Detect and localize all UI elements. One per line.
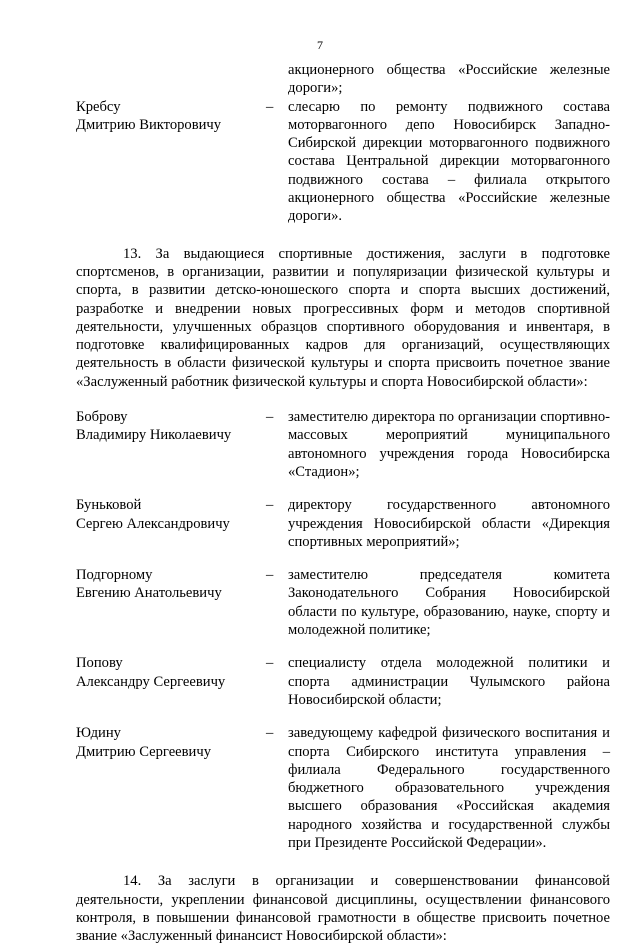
given-names: Евгению Анатольевичу	[76, 585, 222, 602]
recipient-name	[76, 98, 266, 226]
recipient-name	[76, 724, 266, 852]
surname: Юдину	[76, 725, 121, 742]
award-entry	[76, 724, 610, 852]
recipient-name	[76, 654, 266, 709]
dash: –	[266, 655, 274, 672]
document-body	[76, 61, 610, 945]
given-names: Дмитрию Викторовичу	[76, 116, 222, 133]
dash: –	[266, 567, 274, 584]
award-entry	[76, 566, 610, 639]
recipient-name	[76, 496, 266, 551]
award-entry	[76, 496, 610, 551]
recipient-list-13	[76, 408, 610, 852]
dash: –	[266, 497, 274, 514]
dash: –	[266, 725, 274, 742]
continuation-text: акционерного общества «Российские железные дороги»;	[288, 62, 610, 97]
dash: –	[266, 409, 274, 426]
surname: Кребсу	[76, 98, 121, 115]
recipient-position: специалисту отдела молодежной политики и спорта администрации Чулымского района Новосибирской области;	[288, 655, 610, 708]
recipient-position: слесарю по ремонту подвижного состава моторвагонного депо Новосибирск Западно-Сибирской дирекции моторвагонного подвижного состава Центральной дирекции моторвагонного подвижного состава – филиала открытого акционерного общества «Российские железные дороги».	[288, 98, 610, 225]
surname: Подгорному	[76, 567, 153, 584]
page-number: 7	[317, 38, 323, 52]
recipient-position: директору государственного автономного учреждения Новосибирской области «Дирекция спортивных мероприятий»;	[288, 497, 610, 550]
paragraph-14: 14. За заслуги в организации и совершенствовании финансовой деятельности, укреплении финансовой дисциплины, осуществлении финансового контроля, в повышении финансовой грамотности в обществе присвоить почетное звание «Заслуженный финансист Новосибирской области»:	[76, 873, 610, 945]
award-entry	[76, 98, 610, 226]
given-names: Владимиру Николаевичу	[76, 427, 232, 444]
given-names: Александру Сергеевичу	[76, 673, 226, 690]
given-names: Сергею Александровичу	[76, 515, 230, 532]
recipient-position: заведующему кафедрой физического воспитания и спорта Сибирского института управления – филиала Федерального государственного бюджетного образовательного учреждения высшего образования «Российская академия народного хозяйства и государственной службы при Президенте Российской Федерации».	[288, 725, 610, 851]
surname: Боброву	[76, 409, 128, 426]
dash: –	[266, 98, 274, 115]
surname: Буньковой	[76, 497, 142, 514]
recipient-name	[76, 408, 266, 481]
award-entry	[76, 654, 610, 709]
recipient-name	[76, 566, 266, 639]
given-names: Дмитрию Сергеевичу	[76, 743, 211, 760]
recipient-position: заместителю директора по организации спортивно-массовых мероприятий муниципального автономного учреждения города Новосибирска «Стадион»;	[288, 409, 610, 480]
surname: Попову	[76, 655, 123, 672]
award-entry	[76, 408, 610, 481]
recipient-position: заместителю председателя комитета Законодательного Собрания Новосибирской области по культуре, образованию, науке, спорту и молодежной политике;	[288, 567, 610, 639]
paragraph-13: 13. За выдающиеся спортивные достижения, заслуги в подготовке спортсменов, в организации, развитии и популяризации физической культуры и спорта, в развитии детско-юношеского спорта и спорта высших достижений, разработке и внедрении новых прогрессивных форм и методов спортивной деятельности, улучшенных образцов спортивного оборудования и инвентаря, в подготовке квалифицированных кадров для организаций, осуществляющих деятельность в области физической культуры и спорта присвоить почетное звание «Заслуженный работник физической культуры и спорта Новосибирской области»:	[76, 245, 610, 390]
